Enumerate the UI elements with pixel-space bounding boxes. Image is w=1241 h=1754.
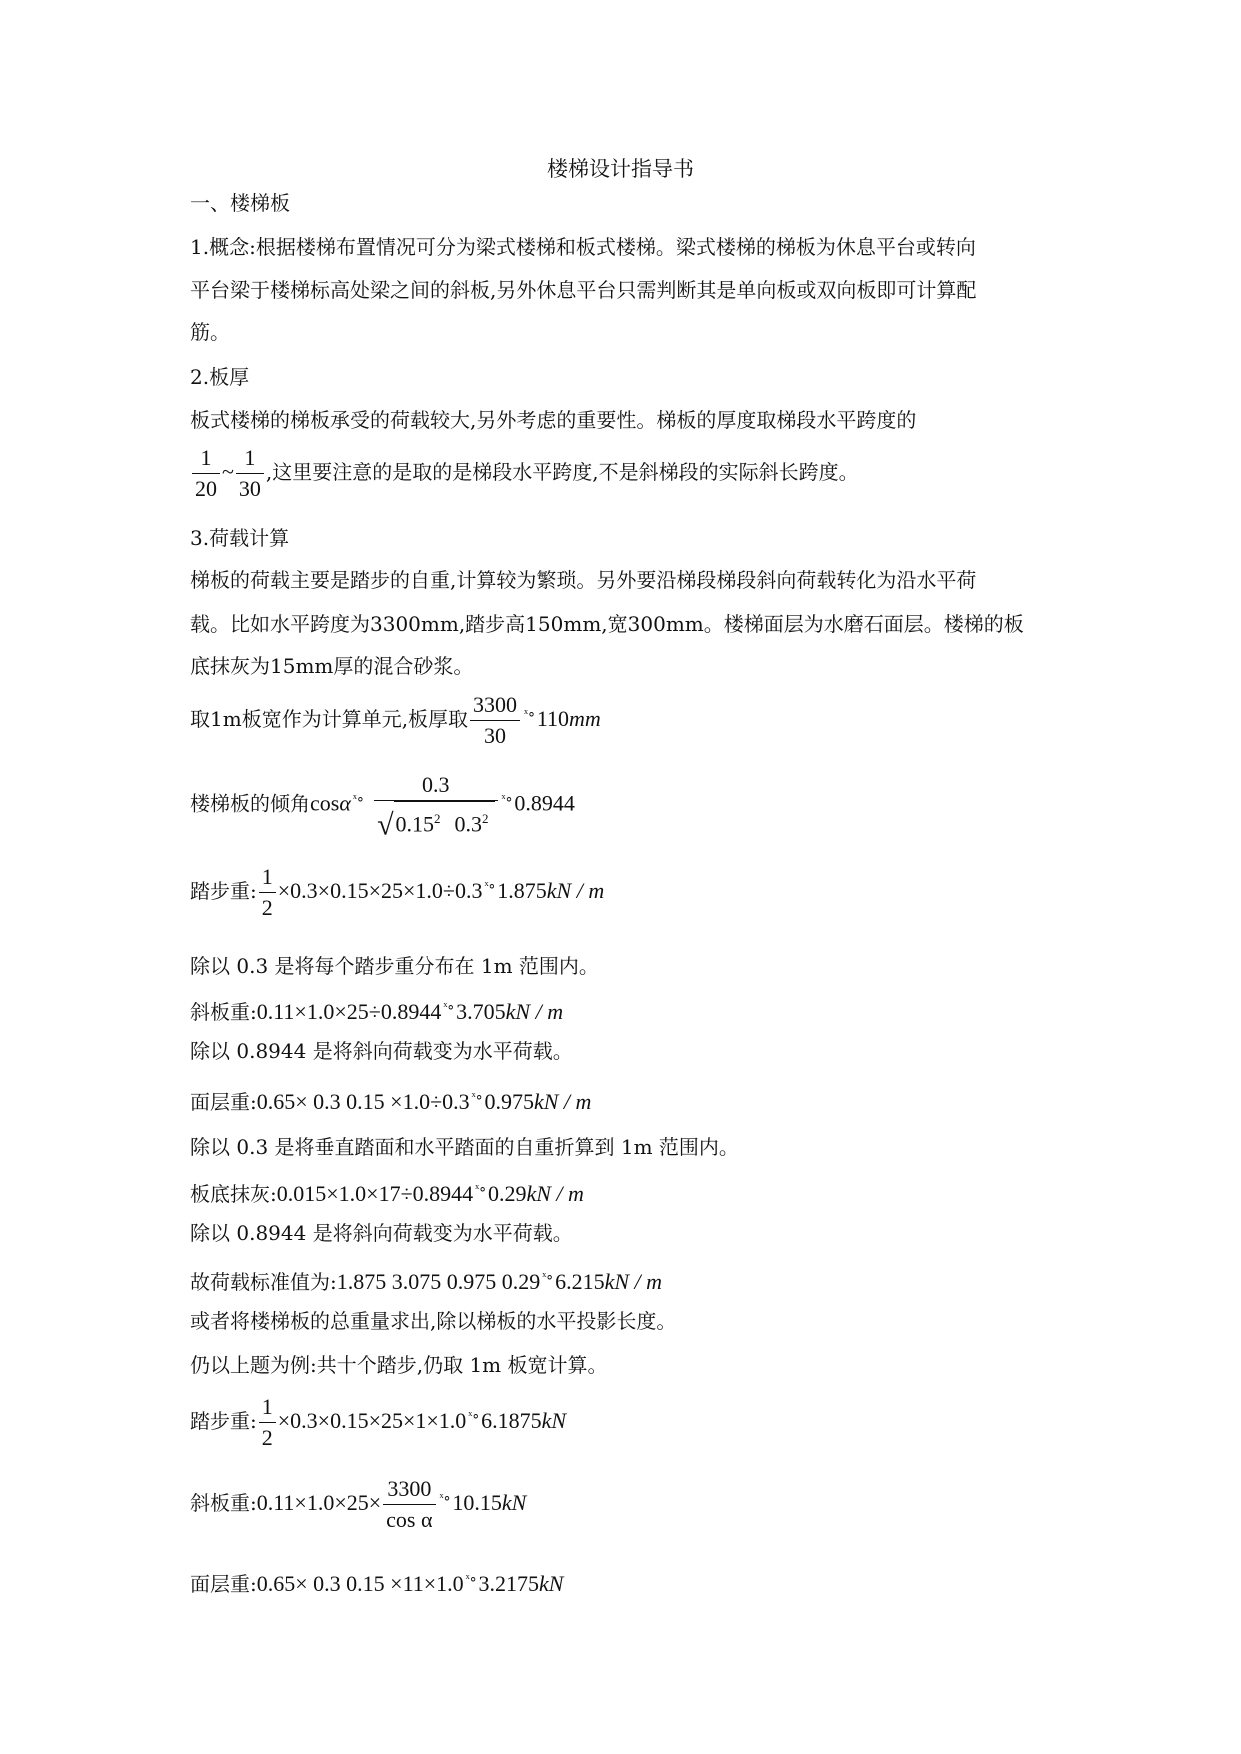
page-title: 楼梯设计指导书 <box>547 157 694 181</box>
formula-line: 面层重:0.65× 0.3 0.15 ×11×1.0 $^{ˣ\circ}$3.2175kN <box>190 1571 564 1596</box>
formula-line: 故荷载标准值为:1.875 3.075 0.975 0.29 $^{ˣ\circ}$6.215kN / m <box>190 1269 663 1294</box>
subsection-heading: 2.板厚 <box>190 365 250 389</box>
paragraph-line: 底抹灰为15mm厚的混合砂浆。 <box>190 654 474 678</box>
formula-line: 楼梯板的倾角cosα $^{ˣ\circ}$ $\frac{0.3}{√0.15^2 0.3^2}$ $^{ˣ\circ}$0.8944 <box>190 772 575 842</box>
fraction: $\frac{1}{30}$ <box>236 443 264 504</box>
paragraph-line: 梯板的荷载主要是踏步的自重,计算较为繁琐。另外要沿梯段梯段斜向荷载转化为沿水平荷 <box>190 568 977 592</box>
note-line: 除以 0.3 是将垂直踏面和水平踏面的自重折算到 1m 范围内。 <box>190 1135 739 1159</box>
paragraph-line: 载。比如水平跨度为3300mm,踏步高150mm,宽300mm。楼梯面层为水磨石面层。楼梯的板 <box>190 612 1024 636</box>
formula-line: 取1m板宽作为计算单元,板厚取 $\frac{3300}{30}$ $^{ˣ\circ}$110mm <box>190 692 601 748</box>
subsection-heading: 3.荷载计算 <box>190 526 290 550</box>
note-line: 除以 0.3 是将每个踏步重分布在 1m 范围内。 <box>190 954 599 978</box>
formula-line: 板底抹灰:0.015×1.0×17÷0.8944 $^{ˣ\circ}$0.29kN / m <box>190 1181 584 1206</box>
formula-line: 面层重:0.65× 0.3 0.15 ×1.0÷0.3 $^{ˣ\circ}$0.975kN / m <box>190 1089 592 1114</box>
fraction: $\frac{0.3}{√0.15^2 0.3^2}$ <box>374 770 497 840</box>
paragraph-line: 板式楼梯的梯板承受的荷载较大,另外考虑的重要性。梯板的厚度取梯段水平跨度的 <box>190 408 917 432</box>
note-line: 仍以上题为例:共十个踏步,仍取 1m 板宽计算。 <box>190 1353 608 1377</box>
formula-line: 斜板重:0.11×1.0×25× $\frac{3300}{\text{cos α}}$ $^{ˣ\circ}$10.15kN <box>190 1476 527 1532</box>
formula-line: 踏步重: $\frac{1}{2}$ ×0.3×0.15×25×1.0÷0.3 $^{ˣ\circ}$1.875kN / m <box>190 864 605 920</box>
paragraph-line: 筋。 <box>190 320 230 344</box>
note-line: 除以 0.8944 是将斜向荷载变为水平荷载。 <box>190 1039 573 1063</box>
formula-line: 斜板重:0.11×1.0×25÷0.8944 $^{ˣ\circ}$3.705kN / m <box>190 999 564 1024</box>
note-line: 除以 0.8944 是将斜向荷载变为水平荷载。 <box>190 1221 573 1245</box>
note-line: 或者将楼梯板的总重量求出,除以梯板的水平投影长度。 <box>190 1309 677 1333</box>
formula-line: 踏步重: $\frac{1}{2}$ ×0.3×0.15×25×1×1.0 $^{ˣ\circ}$6.1875kN <box>190 1394 567 1450</box>
formula-line: $\frac{1}{20}$ ~ $\frac{1}{30}$ ,这里要注意的是取的是梯段水平跨度,不是斜梯段的实际斜长跨度。 <box>190 443 859 504</box>
paragraph-line: 1.概念:根据楼梯布置情况可分为梁式楼梯和板式楼梯。梁式楼梯的梯板为休息平台或转向 <box>190 235 976 259</box>
section-heading: 一、楼梯板 <box>190 191 290 215</box>
fraction: $\frac{1}{20}$ <box>192 443 220 504</box>
paragraph-line: 平台梁于楼梯标高处梁之间的斜板,另外休息平台只需判断其是单向板或双向板即可计算配 <box>190 278 977 302</box>
